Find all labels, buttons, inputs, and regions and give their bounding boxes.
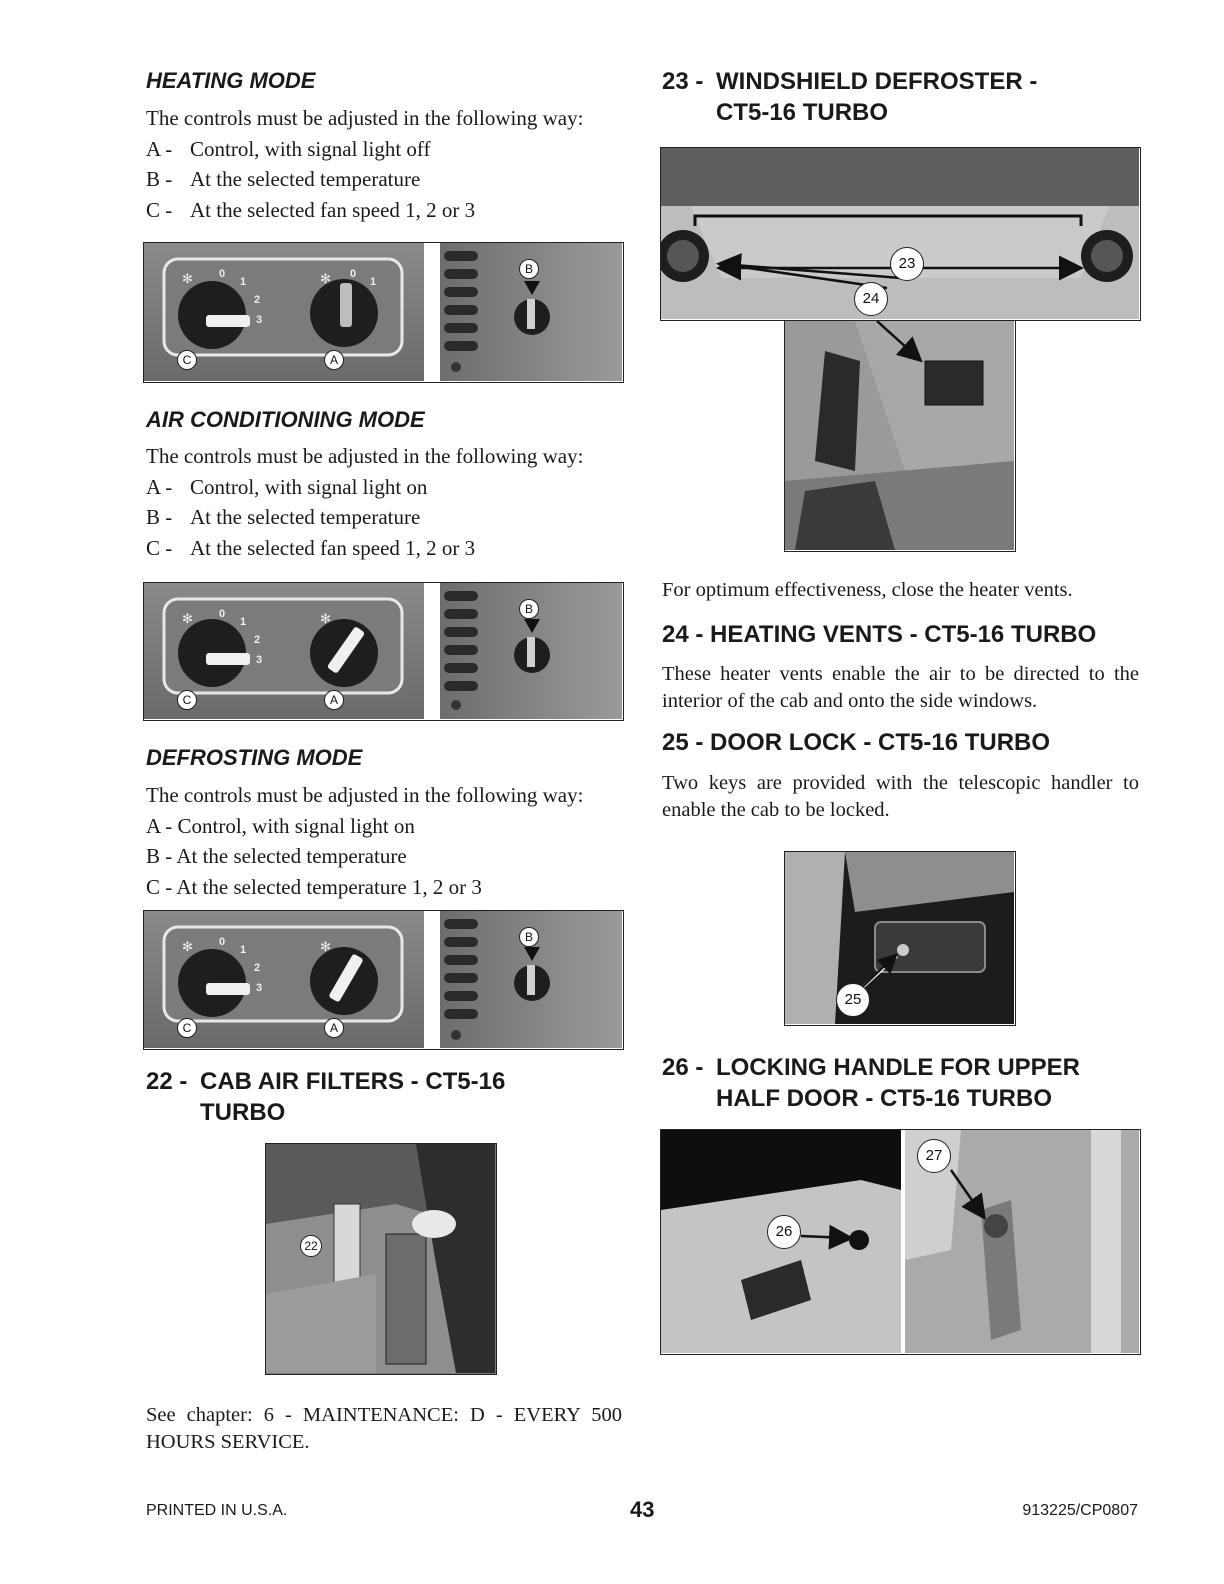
- svg-text:✻: ✻: [182, 939, 193, 954]
- svg-text:1: 1: [370, 276, 377, 288]
- svg-text:0: 0: [219, 608, 226, 620]
- footer-printed: PRINTED IN U.S.A.: [146, 1502, 288, 1519]
- defrost-controls-photo: [143, 910, 624, 1050]
- svg-text:✻: ✻: [182, 271, 193, 286]
- heating-vents-photo: [784, 320, 1016, 552]
- section-24-text: These heater vents enable the air to be directed to the interior of the cab and onto the side windows.: [662, 663, 1139, 712]
- list-item: B - At the selected temperature: [146, 505, 421, 529]
- svg-text:3: 3: [256, 314, 263, 326]
- defrost-mode-heading: DEFROSTING MODE: [146, 745, 363, 770]
- svg-text:1: 1: [240, 944, 247, 956]
- svg-text:3: 3: [256, 654, 263, 666]
- heating-intro: The controls must be adjusted in the following way:: [146, 106, 584, 130]
- callout-22: 22: [300, 1235, 322, 1257]
- section-23-heading: 23 - WINDSHIELD DEFROSTER - CT5-16 TURBO: [662, 68, 1038, 126]
- section-23-note: For optimum effectiveness, close the heater vents.: [662, 579, 1073, 601]
- callout-26: 26: [767, 1215, 801, 1249]
- heating-mode-heading: HEATING MODE: [146, 68, 316, 93]
- defrost-mode-instructions: [146, 780, 626, 902]
- locking-handle-photo: [660, 1129, 1141, 1355]
- section-22-heading: 22 - CAB AIR FILTERS - CT5-16 TURBO: [146, 1068, 506, 1126]
- heating-controls-photo: [143, 242, 624, 383]
- page-number: 43: [630, 1497, 655, 1522]
- list-item: A - Control, with signal light on: [146, 474, 428, 499]
- svg-text:2: 2: [254, 962, 261, 974]
- door-lock-photo: [784, 851, 1016, 1026]
- svg-text:0: 0: [350, 268, 357, 280]
- section-22-note: See chapter: 6 - MAINTENANCE: D - EVERY 500 HOURS SERVICE.: [146, 1404, 622, 1453]
- ac-mode-instructions: [146, 441, 626, 563]
- callout-c: C: [177, 350, 197, 370]
- svg-text:2: 2: [254, 294, 261, 306]
- ac-controls-photo: [143, 582, 624, 721]
- svg-text:0: 0: [219, 268, 226, 280]
- list-item: A - Control, with signal light on: [146, 813, 415, 838]
- callout-24: 24: [854, 282, 888, 316]
- callout-c: C: [177, 1018, 197, 1038]
- ac-mode-heading: AIR CONDITIONING MODE: [146, 407, 425, 432]
- svg-text:✻: ✻: [182, 611, 193, 626]
- list-item: B - At the selected temperature: [146, 844, 407, 868]
- svg-text:3: 3: [256, 982, 263, 994]
- defrost-intro: The controls must be adjusted in the following way:: [146, 783, 584, 807]
- svg-text:2: 2: [254, 634, 261, 646]
- svg-text:✻: ✻: [320, 611, 331, 626]
- callout-a: A: [324, 350, 344, 370]
- callout-b: B: [519, 927, 539, 947]
- list-item: C - At the selected temperature 1, 2 or 3: [146, 874, 482, 899]
- svg-text:1: 1: [240, 276, 247, 288]
- windshield-defroster-photo: [660, 147, 1141, 321]
- section-26-heading: 26 - LOCKING HANDLE FOR UPPER HALF DOOR - CT5-16 TURBO: [662, 1054, 1081, 1112]
- callout-b: B: [519, 599, 539, 619]
- callout-27: 27: [917, 1139, 951, 1173]
- callout-a: A: [324, 1018, 344, 1038]
- svg-text:0: 0: [219, 936, 226, 948]
- callout-a: A: [324, 690, 344, 710]
- svg-text:✻: ✻: [320, 271, 331, 286]
- list-item: A - Control, with signal light off: [146, 136, 431, 161]
- section-24-heading: 24 - HEATING VENTS - CT5-16 TURBO: [662, 621, 1097, 648]
- callout-25: 25: [836, 983, 870, 1017]
- cab-air-filter-photo: [265, 1143, 497, 1375]
- footer-document-code: 913225/CP0807: [1022, 1502, 1138, 1519]
- section-25-heading: 25 - DOOR LOCK - CT5-16 TURBO: [662, 729, 1051, 756]
- heating-mode-instructions: [146, 103, 626, 225]
- callout-c: C: [177, 690, 197, 710]
- list-item: C - At the selected fan speed 1, 2 or 3: [146, 197, 476, 222]
- list-item: C - At the selected fan speed 1, 2 or 3: [146, 535, 476, 560]
- callout-23: 23: [890, 247, 924, 281]
- list-item: B - At the selected temperature: [146, 167, 421, 191]
- svg-text:1: 1: [240, 616, 247, 628]
- ac-intro: The controls must be adjusted in the following way:: [146, 444, 584, 468]
- svg-text:✻: ✻: [320, 939, 331, 954]
- section-25-text: Two keys are provided with the telescopic handler to enable the cab to be locked.: [662, 772, 1139, 821]
- callout-b: B: [519, 259, 539, 279]
